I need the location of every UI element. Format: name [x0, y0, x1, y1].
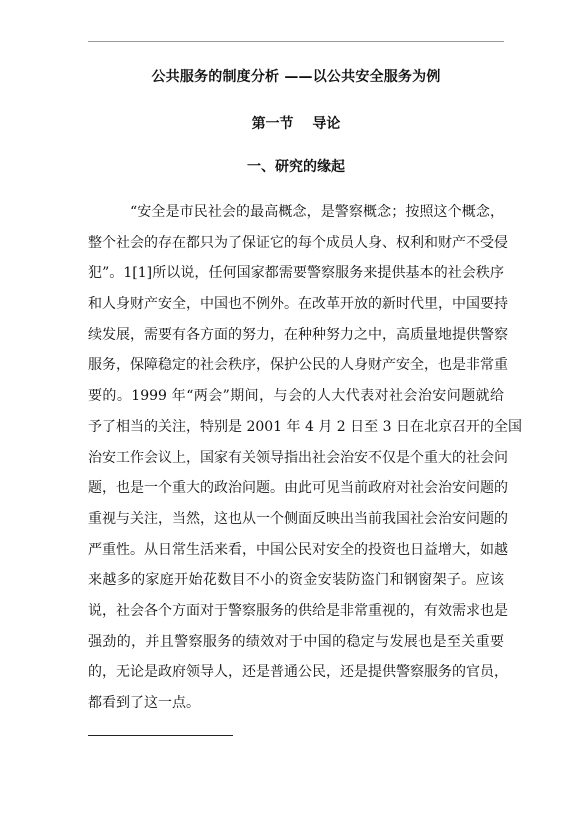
paragraph-line: 服务，保障稳定的社会秩序，保护公民的人身财产安全，也是非常重	[88, 357, 508, 374]
paragraph-line: 说，社会各个方面对于警察服务的供给是非常重视的，有效需求也是	[88, 602, 508, 619]
header-rule	[88, 41, 504, 42]
paragraph-line: 严重性。从日常生活来看，中国公民对安全的投资也日益增大，如越	[88, 541, 508, 558]
paragraph-line: 和人身财产安全，中国也不例外。在改革开放的新时代里，中国要持	[88, 296, 508, 313]
subsection-title: 一、研究的缘起	[247, 159, 345, 175]
paragraph-line: 治安工作会议上，国家有关领导指出社会治安不仅是个重大的社会问	[88, 449, 508, 466]
footnote-separator	[88, 735, 233, 736]
paragraph-line: 强劲的，并且警察服务的绩效对于中国的稳定与发展也是至关重要	[88, 633, 504, 650]
paragraph-line: 整个社会的存在都只为了保证它的每个成员人身、权利和财产不受侵	[88, 234, 508, 251]
paragraph-line: “安全是市民社会的最高概念，是警察概念；按照这个概念，	[130, 204, 504, 220]
paragraph-line: 要的。1999 年“两会”期间，与会的人大代表对社会治安问题就给	[88, 388, 504, 405]
paragraph-line: 题，也是一个重大的政治问题。由此可见当前政府对社会治安问题的	[88, 480, 508, 497]
paragraph-line: 犯”。1[1]所以说，任何国家都需要警察服务来提供基本的社会秩序	[88, 265, 504, 282]
section-title: 第一节 导论	[251, 116, 341, 132]
body-paragraph	[88, 197, 522, 719]
paragraph-line: 重视与关注，当然，这也从一个侧面反映出当前我国社会治安问题的	[88, 510, 508, 527]
paragraph-line: 予了相当的关注，特别是 2001 年 4 月 2 日至 3 日在北京召开的全国	[88, 418, 522, 435]
paragraph-line: 来越多的家庭开始花数目不小的资金安装防盗门和钢窗架子。应该	[88, 572, 504, 589]
document-title: 公共服务的制度分析 ——以公共安全服务为例	[151, 69, 441, 85]
paragraph-line: 续发展，需要有各方面的努力，在种种努力之中，高质量地提供警察	[88, 326, 508, 343]
paragraph-line: 的，无论是政府领导人，还是普通公民，还是提供警察服务的官员，	[88, 664, 508, 681]
paragraph-line: 都看到了这一点。	[88, 695, 200, 711]
